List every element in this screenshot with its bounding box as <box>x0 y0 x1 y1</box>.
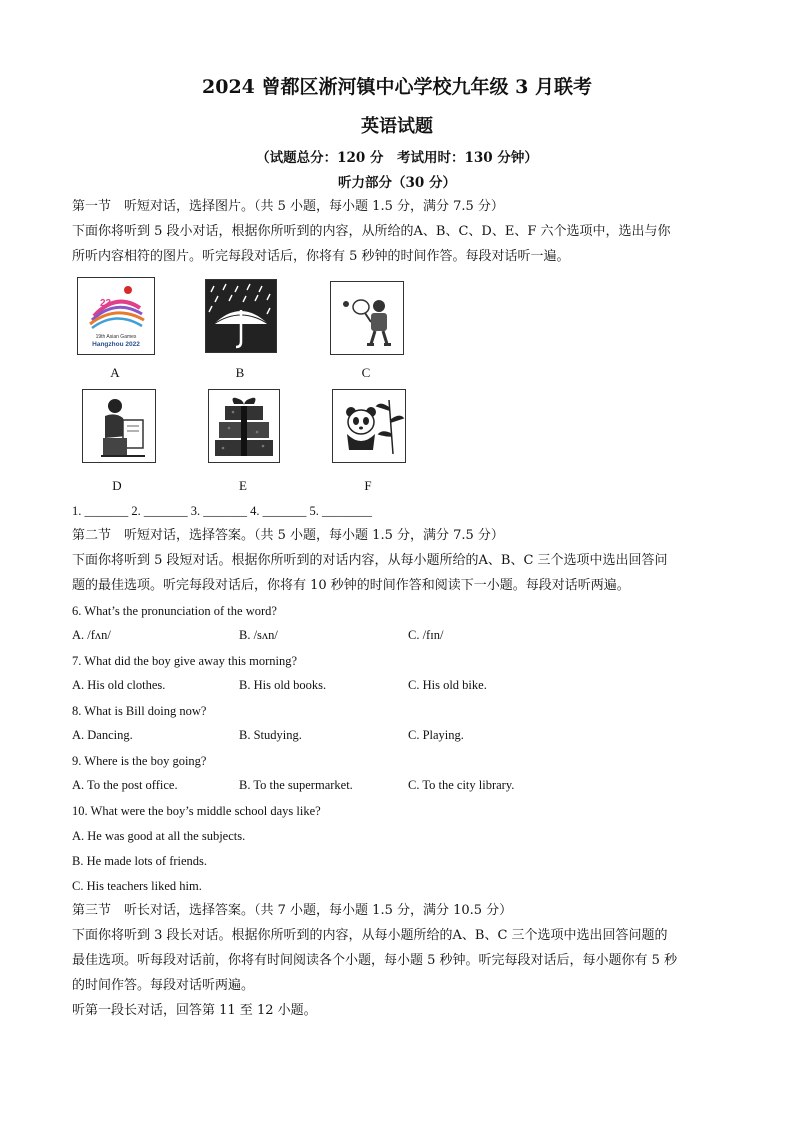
section1-instr-2: 所听内容相符的图片。听完每段对话后，你将有 5 秒钟的时间作答。每段对话听一遍。 <box>72 249 570 264</box>
option-b: B. /sʌn/ <box>239 628 278 642</box>
logo-text-games: 19th Asian Games <box>95 334 137 340</box>
exam-info: （试题总分：120 分 考试用时：130 分钟） <box>256 150 538 166</box>
section3-subheading: 听第一段长对话，回答第 11 至 12 小题。 <box>72 1003 317 1018</box>
picture-label-c: C <box>361 365 371 380</box>
question-10-option-c: C. His teachers liked him. <box>72 879 202 893</box>
option-a: A. Dancing. <box>72 728 133 742</box>
question-10: 10. What were the boy’s middle school days like? <box>72 804 321 818</box>
option-c: C. /fɪn/ <box>408 628 444 642</box>
question-8: 8. What is Bill doing now? <box>72 704 207 718</box>
option-a: A. /fʌn/ <box>72 628 111 642</box>
svg-text:23: 23 <box>100 298 112 309</box>
option-b: B. To the supermarket. <box>239 778 353 792</box>
option-b: B. Studying. <box>239 728 302 742</box>
question-6-options <box>72 628 732 644</box>
option-a: A. His old clothes. <box>72 678 166 692</box>
question-10-option-a: A. He was good at all the subjects. <box>72 829 246 843</box>
section2-instr-2: 题的最佳选项。听完每段对话后，你将有 10 秒钟的时间作答和阅读下一小题。每段对话听两遍。 <box>72 578 630 593</box>
section2-heading: 第二节 听短对话，选择答案。（共 5 小题，每小题 1.5 分，满分 7.5 分） <box>72 528 504 543</box>
question-8-options <box>72 728 732 744</box>
umbrella-rain-icon <box>205 279 277 353</box>
asian-games-logo-icon <box>77 277 155 355</box>
picture-label-e: E <box>239 478 247 493</box>
question-10-option-b: B. He made lots of friends. <box>72 854 208 868</box>
section3-heading: 第三节 听长对话，选择答案。（共 7 小题，每小题 1.5 分，满分 10.5 分） <box>72 903 513 918</box>
question-6: 6. What’s the pronunciation of the word? <box>72 604 277 618</box>
option-c: C. Playing. <box>408 728 464 742</box>
option-c: C. His old bike. <box>408 678 487 692</box>
option-b: B. His old books. <box>239 678 327 692</box>
question-7: 7. What did the boy give away this morning? <box>72 654 298 668</box>
section3-instr-2: 最佳选项。听每段对话前，你将有时间阅读各个小题，每小题 5 秒钟。听完每段对话后，每小题你有 5 秒 <box>72 953 678 968</box>
person-at-desk-icon <box>82 389 156 463</box>
section2-instr-1: 下面你将听到 5 段短对话。根据你所听到的对话内容，从每小题所给的A、B、C 三个选项中选出回答问 <box>72 553 668 568</box>
answer-blanks: 1. _______ 2. _______ 3. _______ 4. _______ 5. ________ <box>72 504 372 518</box>
question-7-options <box>72 678 732 694</box>
option-a: A. To the post office. <box>72 778 178 792</box>
question-9: 9. Where is the boy going? <box>72 754 207 768</box>
picture-label-b: B <box>235 365 245 380</box>
section1-instr-1: 下面你将听到 5 段小对话，根据你所听到的内容，从所给的A、B、C、D、E、F 六个选项中，选出与你 <box>72 224 671 239</box>
picture-label-d: D <box>112 478 122 493</box>
exam-title: 2024 曾都区淅河镇中心学校九年级 3 月联考 <box>202 76 592 98</box>
section3-instr-3: 的时间作答。每段对话听两遍。 <box>72 978 255 993</box>
picture-label-a: A <box>110 365 120 380</box>
exam-subject: 英语试题 <box>361 116 433 137</box>
part-heading: 听力部分（30 分） <box>338 175 456 191</box>
panda-bamboo-icon <box>332 389 406 463</box>
section1-heading: 第一节 听短对话，选择图片。（共 5 小题，每小题 1.5 分，满分 7.5 分） <box>72 199 504 214</box>
tennis-player-icon <box>330 281 404 355</box>
option-c: C. To the city library. <box>408 778 515 792</box>
logo-text-city: Hangzhou 2022 <box>92 341 140 348</box>
question-9-options <box>72 778 732 794</box>
picture-label-f: F <box>364 478 372 493</box>
section3-instr-1: 下面你将听到 3 段长对话。根据你所听到的内容，从每小题所给的A、B、C 三个选项中选出回答问题的 <box>72 928 668 943</box>
gift-boxes-icon <box>208 389 280 463</box>
